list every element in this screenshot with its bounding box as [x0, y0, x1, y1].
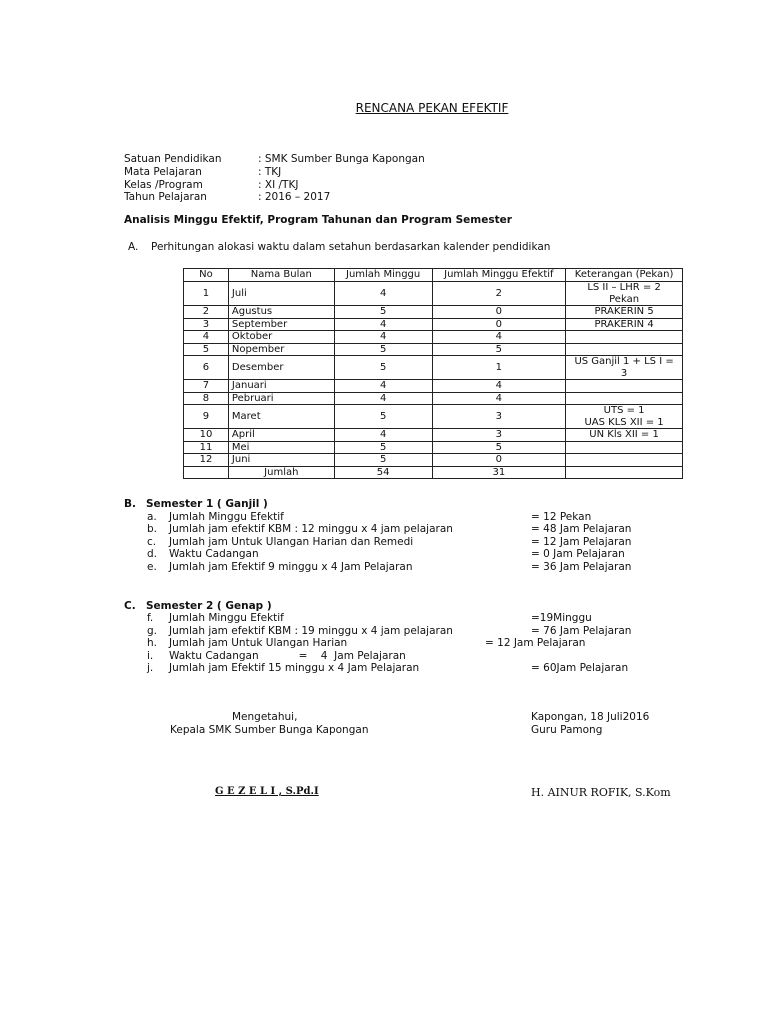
cell-month: Pebruari	[228, 392, 334, 405]
s2-item-letter: f.	[147, 612, 154, 624]
section-a-text: Perhitungan alokasi waktu dalam setahun berdasarkan kalender pendidikan	[151, 241, 551, 253]
header-note: Keterangan (Pekan)	[566, 269, 683, 282]
s2-item-value: = 60Jam Pelajaran	[531, 662, 629, 674]
cell-note-multiline	[566, 405, 683, 429]
s1-item-value: = 12 Pekan	[531, 511, 592, 523]
table-row	[184, 306, 683, 319]
info-value-year: : 2016 – 2017	[258, 191, 331, 203]
s2-item-value: =19Minggu	[531, 612, 592, 624]
cell-weeks: 4	[334, 331, 432, 344]
cell-no: 12	[184, 454, 229, 467]
cell-no: 3	[184, 318, 229, 331]
cell-month: Mei	[228, 441, 334, 454]
semester2-letter: C.	[124, 600, 136, 612]
cell-weeks: 4	[334, 380, 432, 393]
cell-month: Desember	[228, 356, 334, 380]
header-no: No	[184, 269, 229, 282]
s2-item-letter: g.	[147, 625, 158, 637]
cell-weeks: 5	[334, 343, 432, 356]
analysis-heading: Analisis Minggu Efektif, Program Tahunan dan Program Semester	[124, 214, 512, 226]
info-value-subject: : TKJ	[258, 166, 282, 178]
s2-item-letter: i.	[147, 650, 154, 662]
signature-left-title: Kepala SMK Sumber Bunga Kapongan	[170, 724, 369, 736]
cell-no: 9	[184, 405, 229, 429]
s1-item-letter: b.	[147, 523, 158, 535]
cell-month: Oktober	[228, 331, 334, 344]
cell-weeks: 5	[334, 356, 432, 380]
cell-effective: 1	[432, 356, 566, 380]
cell-weeks: 4	[334, 429, 432, 442]
s1-item-text: Jumlah jam Efektif 9 minggu x 4 Jam Pelajaran	[169, 561, 413, 573]
header-weeks: Jumlah Minggu	[334, 269, 432, 282]
table-row	[184, 405, 683, 429]
table-row	[184, 343, 683, 356]
cell-month: April	[228, 429, 334, 442]
cell-note	[566, 331, 683, 344]
cell-weeks: 4	[334, 318, 432, 331]
s2-item-value: = 76 Jam Pelajaran	[531, 625, 632, 637]
s1-item-letter: d.	[147, 548, 158, 560]
s1-item-value: = 48 Jam Pelajaran	[531, 523, 632, 535]
table-row	[184, 331, 683, 344]
cell-weeks: 5	[334, 441, 432, 454]
cell-no: 6	[184, 356, 229, 380]
semester2-title: Semester 2 ( Genap )	[146, 600, 272, 612]
table-row	[184, 380, 683, 393]
cell-no: 10	[184, 429, 229, 442]
cell-no: 5	[184, 343, 229, 356]
semester1-title: Semester 1 ( Ganjil )	[146, 498, 268, 510]
semester1-letter: B.	[124, 498, 136, 510]
cell-no: 7	[184, 380, 229, 393]
s2-item-text: Waktu Cadangan = 4 Jam Pelajaran	[169, 650, 406, 662]
s1-item-value: = 12 Jam Pelajaran	[531, 536, 632, 548]
s2-item-text: Jumlah jam Efektif 15 minggu x 4 Jam Pelajaran	[169, 662, 420, 674]
cell-month: Juli	[228, 282, 334, 306]
s2-item-letter: j.	[147, 662, 154, 674]
cell-month: Januari	[228, 380, 334, 393]
s1-item-text: Jumlah jam Untuk Ulangan Harian dan Remedi	[169, 536, 414, 548]
table-row	[184, 318, 683, 331]
cell-note	[566, 343, 683, 356]
cell-weeks: 5	[334, 306, 432, 319]
s1-item-letter: a.	[147, 511, 157, 523]
signature-right-name: H. AINUR ROFIK, S.Kom	[531, 786, 671, 799]
cell-note	[566, 380, 683, 393]
s2-item-letter: h.	[147, 637, 157, 649]
s2-item-value: = 12 Jam Pelajaran	[485, 637, 586, 649]
cell-effective: 2	[432, 282, 566, 306]
cell-no: 1	[184, 282, 229, 306]
s1-item-value: = 0 Jam Pelajaran	[531, 548, 625, 560]
cell-effective: 3	[432, 405, 566, 429]
cell-effective: 0	[432, 306, 566, 319]
cell-no: 2	[184, 306, 229, 319]
cell-no: 4	[184, 331, 229, 344]
info-label-school: Satuan Pendidikan	[124, 153, 222, 165]
table-row	[184, 392, 683, 405]
cell-no: 8	[184, 392, 229, 405]
table-total-row	[184, 466, 683, 479]
cell-weeks: 5	[334, 405, 432, 429]
cell-note: UN Kls XII = 1	[566, 429, 683, 442]
signature-right-date: Kapongan, 18 Juli2016	[531, 711, 650, 723]
cell-no: 11	[184, 441, 229, 454]
header-month: Nama Bulan	[228, 269, 334, 282]
info-value-class: : XI /TKJ	[258, 179, 299, 191]
cell-effective: 0	[432, 318, 566, 331]
cell-total-label: Jumlah	[228, 466, 334, 479]
s1-item-text: Jumlah jam efektif KBM : 12 minggu x 4 jam pelajaran	[169, 523, 453, 535]
cell-effective: 5	[432, 343, 566, 356]
cell-month: September	[228, 318, 334, 331]
signature-left-label: Mengetahui,	[232, 711, 298, 723]
cell-month: Juni	[228, 454, 334, 467]
cell-effective: 4	[432, 380, 566, 393]
cell-effective: 4	[432, 392, 566, 405]
header-effective: Jumlah Minggu Efektif	[432, 269, 566, 282]
cell-weeks: 5	[334, 454, 432, 467]
cell-total-note	[566, 466, 683, 479]
cell-note-line2: UAS KLS XII = 1	[584, 416, 664, 428]
s2-item-text: Jumlah Minggu Efektif	[169, 612, 284, 624]
table-row	[184, 441, 683, 454]
s2-item-text: Jumlah jam efektif KBM : 19 minggu x 4 jam pelajaran	[169, 625, 453, 637]
cell-effective: 3	[432, 429, 566, 442]
info-label-class: Kelas /Program	[124, 179, 203, 191]
cell-note	[566, 441, 683, 454]
effective-weeks-table	[183, 268, 683, 479]
info-value-school: : SMK Sumber Bunga Kapongan	[258, 153, 425, 165]
s1-item-letter: e.	[147, 561, 157, 573]
cell-total-effective: 31	[432, 466, 566, 479]
table-row	[184, 282, 683, 306]
cell-note: PRAKERIN 5	[566, 306, 683, 319]
cell-note-line1: UTS = 1	[603, 405, 645, 416]
s1-item-value: = 36 Jam Pelajaran	[531, 561, 632, 573]
table-row	[184, 356, 683, 380]
cell-note: US Ganjil 1 + LS I = 3	[566, 356, 683, 380]
document-title: RENCANA PEKAN EFEKTIF	[355, 101, 509, 115]
signature-right-title: Guru Pamong	[531, 724, 603, 736]
s1-item-letter: c.	[147, 536, 157, 548]
cell-total-blank	[184, 466, 229, 479]
section-a-letter: A.	[128, 241, 139, 253]
s1-item-text: Waktu Cadangan	[169, 548, 259, 560]
table-row	[184, 454, 683, 467]
cell-weeks: 4	[334, 392, 432, 405]
signature-left-name: G E Z E L I , S.Pd.I	[215, 786, 319, 797]
info-label-year: Tahun Pelajaran	[124, 191, 207, 203]
table-row	[184, 429, 683, 442]
cell-note: LS II – LHR = 2 Pekan	[566, 282, 683, 306]
table-header-row	[184, 269, 683, 282]
cell-month: Nopember	[228, 343, 334, 356]
cell-note	[566, 392, 683, 405]
cell-month: Maret	[228, 405, 334, 429]
cell-effective: 5	[432, 441, 566, 454]
s2-item-text: Jumlah jam Untuk Ulangan Harian	[169, 637, 348, 649]
cell-note: PRAKERIN 4	[566, 318, 683, 331]
cell-weeks: 4	[334, 282, 432, 306]
s1-item-text: Jumlah Minggu Efektif	[169, 511, 284, 523]
cell-effective: 4	[432, 331, 566, 344]
cell-month: Agustus	[228, 306, 334, 319]
cell-note	[566, 454, 683, 467]
cell-effective: 0	[432, 454, 566, 467]
info-label-subject: Mata Pelajaran	[124, 166, 202, 178]
cell-total-weeks: 54	[334, 466, 432, 479]
